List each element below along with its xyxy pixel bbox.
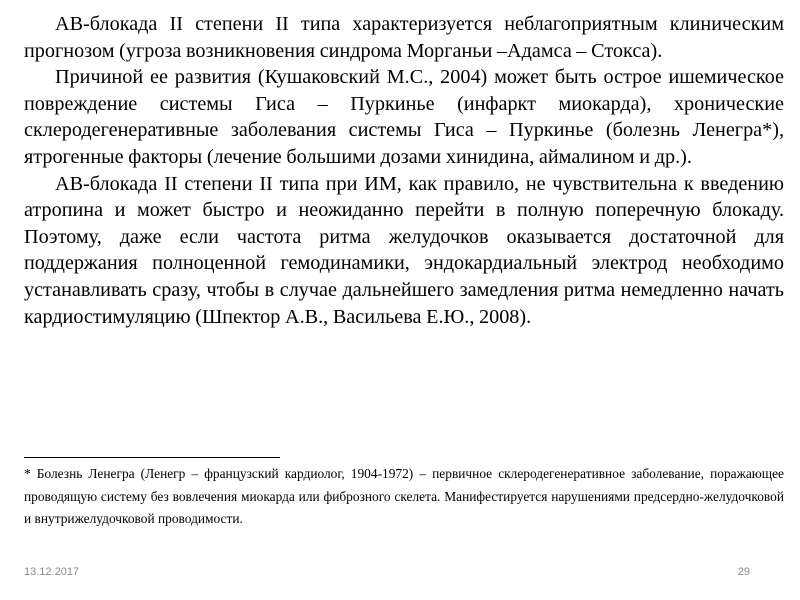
- slide-date: 13.12.2017: [24, 566, 80, 578]
- paragraph-treatment: АВ-блокада II степени II типа при ИМ, как правило, не чувствительна к введению атропина и может быстро и неожиданно перейти в полную поперечную блокаду. Поэтому, даже если частота ритма желудочков оказывается достаточной для поддержания полноценной гемодинамики, эндокардиальный электрод необходимо устанавливать сразу, чтобы в случае дальнейшего замедления ритма немедленно начать кардиостимуляцию (Шпектор А.В., Васильева Е.Ю., 2008).: [24, 172, 784, 328]
- slide-page-number: 29: [737, 566, 750, 578]
- paragraph-prognosis: АВ-блокада II степени II типа характеризуется неблагоприятным клиническим прогнозом (угроза возникновения синдрома Морганьи –Адамса – Стокса).: [24, 13, 784, 62]
- footnote-separator: [24, 457, 280, 458]
- paragraph-causes: Причиной ее развития (Кушаковский М.С., 2004) может быть острое ишемическое повреждение системы Гиса – Пуркинье (инфаркт миокарда), хронические склеродегенеративные заболевания системы Гиса – Пуркинье (болезнь Ленегра*), ятрогенные факторы (лечение большими дозами хинидина, аймалином и др.).: [24, 66, 784, 168]
- slide-body: [24, 11, 784, 330]
- footnote: * Болезнь Ленегра (Ленегр – французский кардиолог, 1904-1972) – первичное склеродегенеративное заболевание, поражающее проводящую систему без вовлечения миокарда или фиброзного скелета. Манифестируется нарушениями предсердно-желудочковой и внутрижелудочковой проводимости.: [24, 466, 784, 526]
